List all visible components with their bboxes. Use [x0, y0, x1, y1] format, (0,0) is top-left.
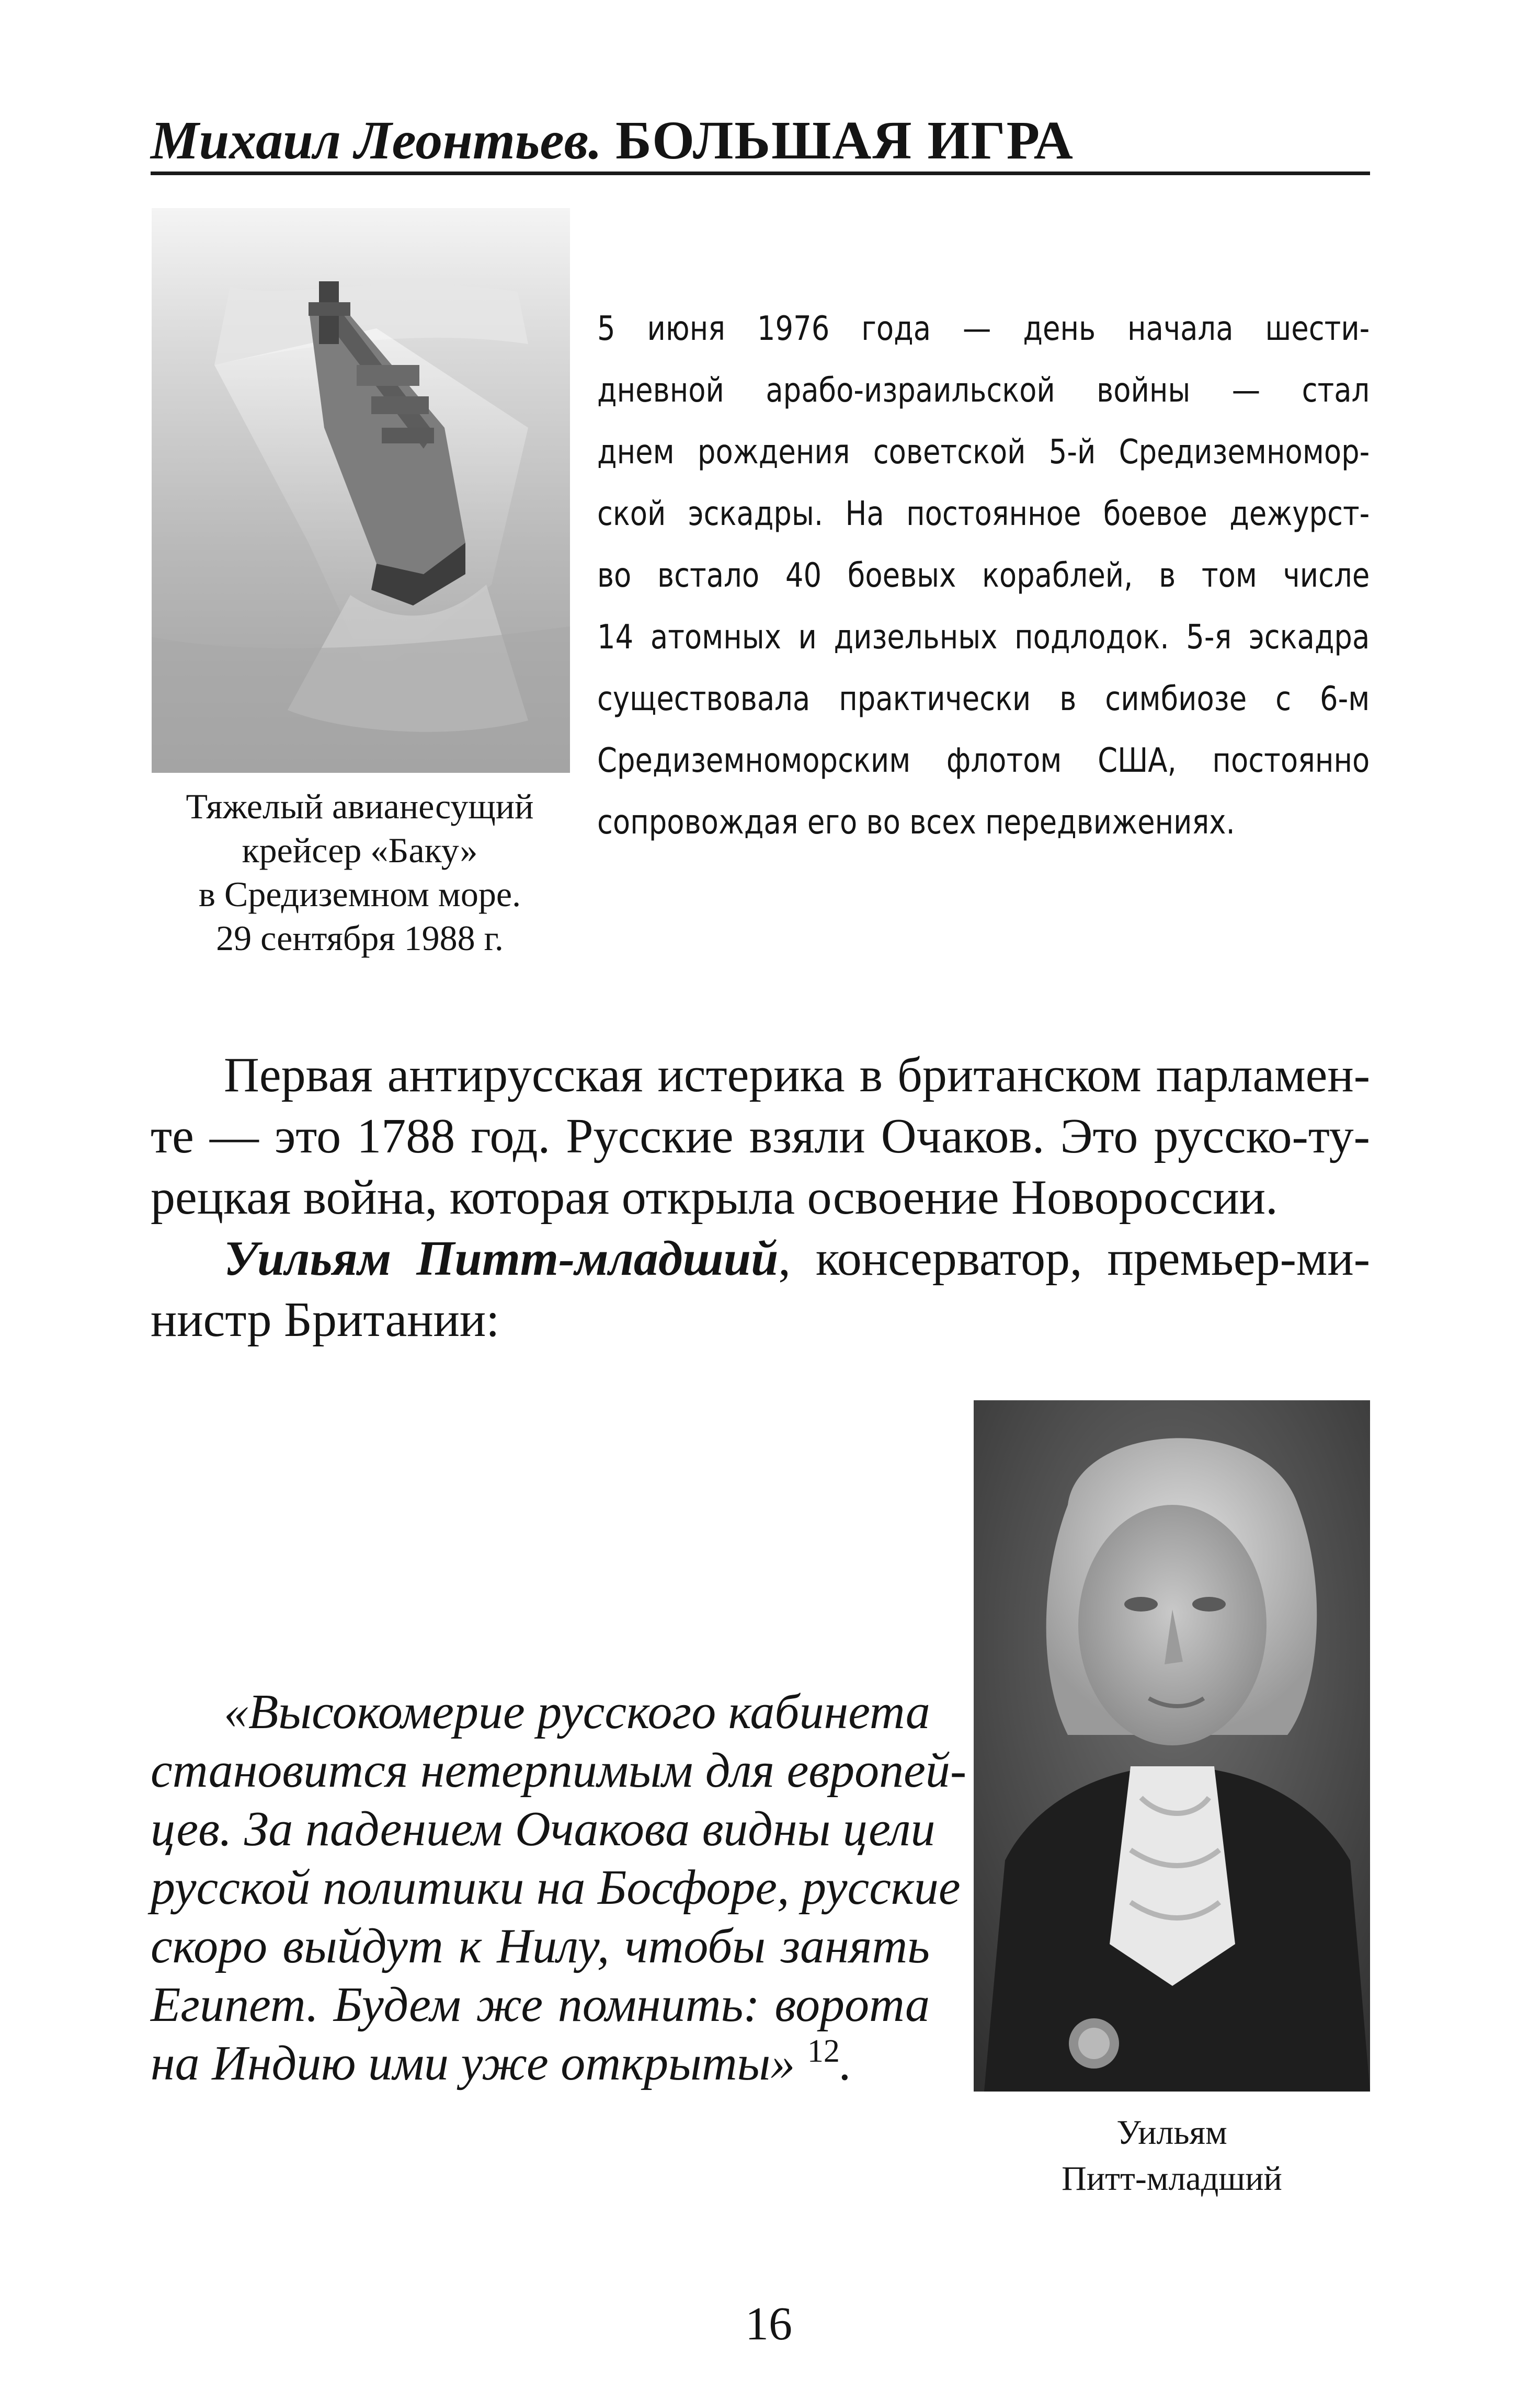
- sidebar-line: сопровождая его во всех передвижениях.: [597, 803, 1235, 842]
- quote-line: Египет. Будем же помнить: ворота: [151, 1978, 930, 2032]
- body-line: те — это 1788 год. Русские взяли Очаков. Это русско-ту-: [151, 1109, 1370, 1163]
- pitt-name: Уильям Питт-младший: [224, 1231, 779, 1286]
- ship-caption-line: крейсер «Баку»: [242, 830, 478, 870]
- sidebar-line: днем рождения советской 5-й Средиземномор-: [597, 433, 1370, 472]
- quote-line: становится нетерпимым для европей-: [151, 1743, 967, 1798]
- sidebar-line: 5 июня 1976 года — день начала шести-: [597, 310, 1370, 348]
- body-line-pitt: [151, 1228, 1370, 1289]
- ship-caption-line: в Средиземном море.: [198, 874, 521, 914]
- sidebar-line: 14 атомных и дизельных подлодок. 5-я эскадра: [597, 618, 1370, 657]
- portrait-photo: [974, 1400, 1370, 2092]
- sidebar-line: Средиземноморским флотом США, постоянно: [597, 741, 1370, 780]
- quote-line: на Индию ими уже открыты»: [151, 2036, 795, 2090]
- footnote-marker: 12: [807, 2033, 840, 2069]
- portrait-caption-line: Уильям: [1116, 2113, 1227, 2152]
- portrait-caption-line: Питт-младший: [1062, 2160, 1282, 2198]
- header-title: БОЛЬШАЯ ИГРА: [615, 110, 1074, 170]
- sidebar-line: ской эскадры. На постоянное боевое дежурст-: [597, 495, 1370, 533]
- sidebar-line: во встало 40 боевых кораблей, в том числе: [597, 556, 1370, 595]
- page-number: 16: [745, 2298, 792, 2350]
- quote-line: русской политики на Босфоре, русские: [151, 1860, 961, 1915]
- sidebar-line: дневной арабо-израильской войны — стал: [597, 371, 1370, 410]
- quote-end-punct: .: [839, 2036, 852, 2090]
- body-line: нистр Британии:: [151, 1293, 500, 1347]
- body-line: рецкая война, которая открыла освоение Новороссии.: [151, 1170, 1278, 1225]
- aircraft-carrier-photo: [152, 208, 570, 773]
- quote-last-line: [151, 2034, 930, 2093]
- body-paragraphs: [151, 1045, 1370, 1351]
- running-header: [151, 110, 1370, 175]
- ship-caption-line: 29 сентября 1988 г.: [216, 918, 504, 958]
- quote-line: цев. За падением Очакова видны цели: [151, 1802, 936, 1856]
- quote-line: скоро выйдут к Нилу, чтобы занять: [151, 1919, 930, 1973]
- pitt-quote: [151, 1683, 967, 2093]
- sidebar-line: существовала практически в симбиозе с 6-м: [597, 680, 1370, 718]
- portrait-caption: [974, 2110, 1370, 2202]
- pitt-line-rest: , консерватор, премьер-ми-: [778, 1231, 1370, 1286]
- ship-caption-line: Тяжелый авианесущий: [186, 786, 534, 826]
- header-author: Михаил Леонтьев.: [151, 110, 602, 170]
- body-line: Первая антирусская истерика в британском парламен-: [224, 1048, 1370, 1102]
- quote-line: «Высокомерие русского кабинета: [224, 1685, 930, 1739]
- ship-photo-caption: [124, 784, 595, 960]
- sidebar-note: [597, 298, 1370, 853]
